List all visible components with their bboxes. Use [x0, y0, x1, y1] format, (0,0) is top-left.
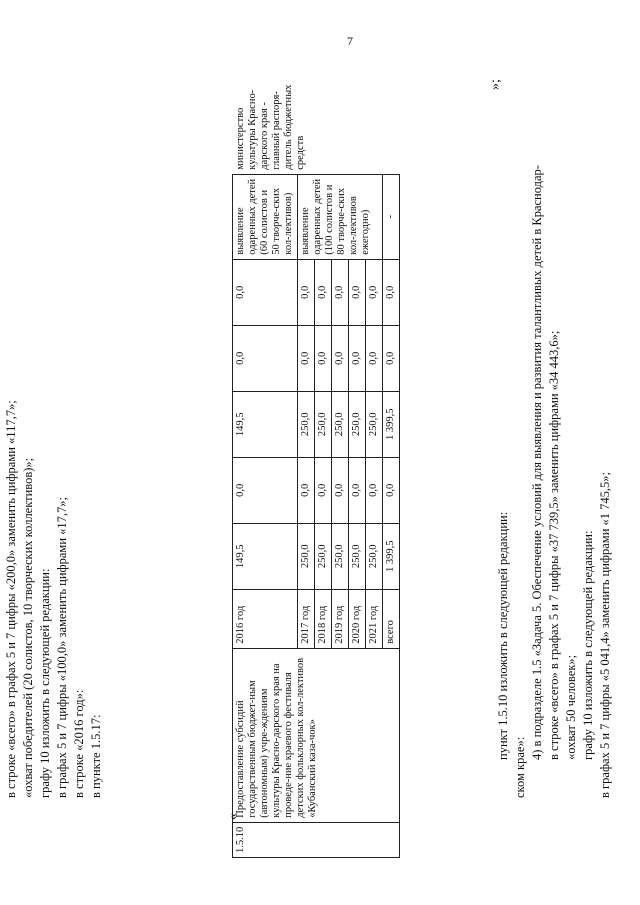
cell-value: 0,0: [349, 325, 366, 391]
item-number: 1.5.10: [233, 822, 400, 857]
cell-value: 250,0: [349, 523, 366, 589]
cell-year: 2019 год: [332, 589, 349, 648]
open-quote: «: [226, 813, 241, 820]
cell-value: 0,0: [366, 457, 383, 523]
cell-value: 149,5: [233, 391, 298, 457]
cell-value: 0,0: [298, 457, 315, 523]
text-line: в графах 5 и 7 цифры «5 041,4» заменить цифрами «1 745,5»;: [598, 471, 612, 798]
cell-value: 0,0: [315, 259, 332, 325]
cell-value: 0,0: [383, 325, 400, 391]
cell-value: 250,0: [366, 391, 383, 457]
text-line: 4) в подразделе 1.5 «Задача 5. Обеспечение условий для выявления и развития талантливых детей в Краснодар-: [530, 165, 544, 760]
cell-year: 2018 год: [315, 589, 332, 648]
text-line: «охват 50 человек»;: [564, 654, 578, 760]
cell-value: 0,0: [315, 457, 332, 523]
cell-value: 0,0: [332, 457, 349, 523]
cell-result: -: [383, 174, 400, 259]
cell-value: 0,0: [383, 457, 400, 523]
cell-year: 2017 год: [298, 589, 315, 648]
cell-result: выявление одаренных детей (60 солистов и 50 творче-ских кол-лективов): [233, 174, 298, 259]
cell-value: 0,0: [366, 259, 383, 325]
text-line: в строке «2016 год»:: [72, 689, 86, 798]
text-line: в строке «всего» в графах 5 и 7 цифры «37 739,5» заменить цифрами «34 443,6»;: [547, 330, 561, 760]
cell-value: 149,5: [233, 523, 298, 589]
cell-value: 250,0: [298, 523, 315, 589]
cell-value: 0,0: [233, 325, 298, 391]
cell-year: 2020 год: [349, 589, 366, 648]
text-line: в строке «всего» в графах 5 и 7 цифры «200,0» заменить цифрами «117,7»;: [4, 400, 18, 798]
cell-value: 250,0: [349, 391, 366, 457]
cell-value: 0,0: [332, 325, 349, 391]
program-table: [232, 70, 400, 858]
table-row: [233, 70, 298, 858]
text-line: ском крае»:: [513, 736, 527, 798]
executor: министерство культуры Красно-дарского края - главный распоря-дитель бюджетных средств: [234, 84, 306, 170]
cell-year: 2021 год: [366, 589, 383, 648]
cell-value: 1 399,5: [383, 523, 400, 589]
cell-value: 0,0: [233, 457, 298, 523]
cell-value: 1 399,5: [383, 391, 400, 457]
text-line: пункт 1.5.10 изложить в следующей редакции:: [496, 511, 510, 760]
item-name: Предоставление субсидий государственным бюджет-ным (автономным) учре-ждениям культуры Красно-дарского края на проведе-ние краевого фестиваля детских фольклорных кол-лективов «Кубанский каза-чок»: [233, 648, 400, 822]
cell-value: 0,0: [298, 325, 315, 391]
cell-year: всего: [383, 589, 400, 648]
text-line: графу 10 изложить в следующей редакции:: [581, 530, 595, 760]
cell-value: 0,0: [349, 457, 366, 523]
text-line: «охват победителей (20 солистов, 10 творческих коллективов)»;: [21, 457, 35, 798]
cell-value: 0,0: [366, 325, 383, 391]
cell-value: 0,0: [383, 259, 400, 325]
cell-result: выявление одаренных детей (100 солистов и 80 творче-ских кол-лективов ежегодно): [298, 174, 383, 259]
cell-value: 250,0: [332, 391, 349, 457]
cell-year: 2016 год: [233, 589, 298, 648]
cell-value: 0,0: [298, 259, 315, 325]
cell-value: 250,0: [332, 523, 349, 589]
cell-value: 250,0: [315, 391, 332, 457]
close-quote: »;: [488, 79, 503, 90]
cell-value: 0,0: [332, 259, 349, 325]
cell-value: 0,0: [315, 325, 332, 391]
text-line: графу 10 изложить в следующей редакции:: [38, 568, 52, 798]
cell-value: 0,0: [349, 259, 366, 325]
cell-value: 250,0: [315, 523, 332, 589]
cell-value: 250,0: [366, 523, 383, 589]
cell-value: 0,0: [233, 259, 298, 325]
text-line: в графах 5 и 7 цифры «100,0» заменить цифрами «17,7»;: [55, 496, 69, 798]
cell-value: 250,0: [298, 391, 315, 457]
page-number: 7: [347, 34, 353, 48]
text-line: в пункте 1.5.17:: [89, 714, 103, 798]
